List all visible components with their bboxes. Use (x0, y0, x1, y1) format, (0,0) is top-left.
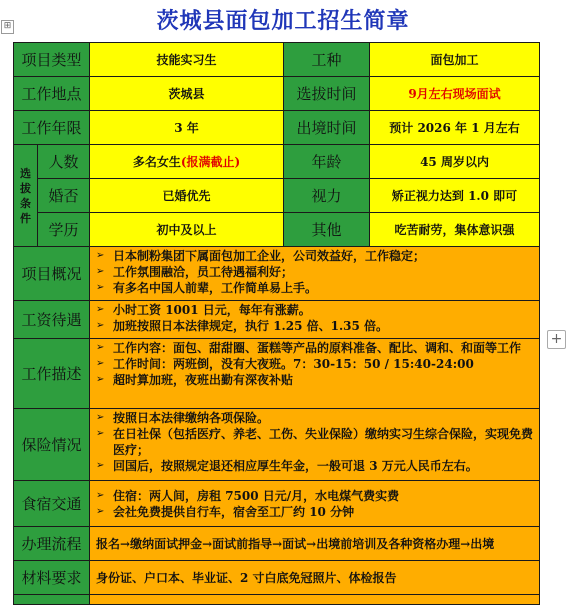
salary-label: 工资待遇 (14, 301, 90, 339)
table-row (14, 301, 540, 339)
vision-label: 视力 (284, 179, 370, 213)
insurance-content (90, 409, 540, 481)
selection-time-label: 选拔时间 (284, 77, 370, 111)
table-row (14, 527, 540, 561)
table-row (14, 339, 540, 409)
table-row (14, 179, 540, 213)
housing-label: 食宿交通 (14, 481, 90, 527)
process-label: 办理流程 (14, 527, 90, 561)
selection-time-value: 9月左右现场面试 (370, 77, 540, 111)
materials-label: 材料要求 (14, 561, 90, 595)
list-item: ➢ 日本制粉集团下属面包加工企业，公司效益好，工作稳定； (95, 248, 535, 264)
partial-row-content (90, 595, 540, 605)
project-type-value: 技能实习生 (90, 43, 284, 77)
overview-list (90, 247, 539, 297)
list-item: ➢ 住宿：两人间，房租 7500 日元/月，水电煤气费实费 (95, 488, 535, 504)
list-item: ➢ 会社免费提供自行车，宿舍至工厂约 10 分钟 (95, 504, 535, 520)
housing-content (90, 481, 540, 527)
marital-value: 已婚优先 (90, 179, 284, 213)
table-row (14, 481, 540, 527)
age-label: 年龄 (284, 145, 370, 179)
add-row-icon[interactable]: + (547, 330, 566, 349)
work-location-value: 茨城县 (90, 77, 284, 111)
table-row (14, 595, 540, 605)
headcount-text: 多名女生 (132, 155, 181, 169)
other-label: 其他 (284, 213, 370, 247)
list-item: ➢ 按照日本法律缴纳各项保险。 (95, 410, 535, 426)
insurance-label: 保险情况 (14, 409, 90, 481)
work-description-content (90, 339, 540, 409)
partial-row-label (14, 595, 90, 605)
headcount-label: 人数 (38, 145, 90, 179)
work-location-label: 工作地点 (14, 77, 90, 111)
list-item: ➢ 工作内容：面包、甜甜圈、蛋糕等产品的原料准备、配比、调和、和面等工作 (95, 340, 535, 356)
project-type-label: 项目类型 (14, 43, 90, 77)
departure-time-label: 出境时间 (284, 111, 370, 145)
selection-criteria-text: 选拔条件 (20, 166, 31, 225)
list-item: ➢ 小时工资 1001 日元，每年有涨薪。 (95, 302, 535, 318)
table-row (14, 145, 540, 179)
table-row (14, 247, 540, 301)
other-value: 吃苦耐劳，集体意识强 (370, 213, 540, 247)
salary-content (90, 301, 540, 339)
vision-value: 矫正视力达到 1.0 即可 (370, 179, 540, 213)
table-row (14, 43, 540, 77)
table-row (14, 77, 540, 111)
list-item: ➢ 加班按照日本法律规定，执行 1.25 倍、1.35 倍。 (95, 318, 535, 334)
table-row (14, 213, 540, 247)
education-value: 初中及以上 (90, 213, 284, 247)
headcount-note: (报满截止) (180, 155, 241, 169)
table-row (14, 111, 540, 145)
overview-label: 项目概况 (14, 247, 90, 301)
age-value: 45 周岁以内 (370, 145, 540, 179)
materials-value: 身份证、户口本、毕业证、2 寸白底免冠照片、体检报告 (90, 561, 540, 595)
education-label: 学历 (38, 213, 90, 247)
marital-label: 婚否 (38, 179, 90, 213)
headcount-value (90, 145, 284, 179)
list-item: ➢ 在日社保（包括医疗、养老、工伤、失业保险）缴纳实习生综合保险，实现免费医疗； (95, 426, 535, 458)
departure-time-value: 预计 2026 年 1 月左右 (370, 111, 540, 145)
table-row (14, 409, 540, 481)
recruitment-table (13, 42, 540, 605)
work-list (90, 339, 539, 389)
overview-content (90, 247, 540, 301)
work-years-label: 工作年限 (14, 111, 90, 145)
job-type-value: 面包加工 (370, 43, 540, 77)
insurance-list (90, 409, 539, 475)
table-row (14, 561, 540, 595)
list-item: ➢ 有多名中国人前辈，工作简单易上手。 (95, 280, 535, 296)
housing-list (90, 487, 539, 521)
work-description-label: 工作描述 (14, 339, 90, 409)
work-years-value: 3 年 (90, 111, 284, 145)
list-item: ➢ 工作时间：两班倒，没有大夜班。7：30-15：50 / 15:40-24:00 (95, 356, 535, 372)
job-type-label: 工种 (284, 43, 370, 77)
salary-list (90, 301, 539, 335)
selection-criteria-label (14, 145, 38, 247)
list-item: ➢ 超时算加班，夜班出勤有深夜补贴 (95, 372, 535, 388)
page-title: 茨城县面包加工招生简章 (156, 9, 410, 34)
list-item: ➢ 工作氛围融洽，员工待遇福利好； (95, 264, 535, 280)
process-value: 报名→缴纳面试押金→面试前指导→面试→出境前培训及各种资格办理→出境 (90, 527, 540, 561)
table-move-handle-icon[interactable]: ⊞ (1, 20, 14, 34)
list-item: ➢ 回国后，按照规定退还相应厚生年金，一般可退 3 万元人民币左右。 (95, 458, 535, 474)
